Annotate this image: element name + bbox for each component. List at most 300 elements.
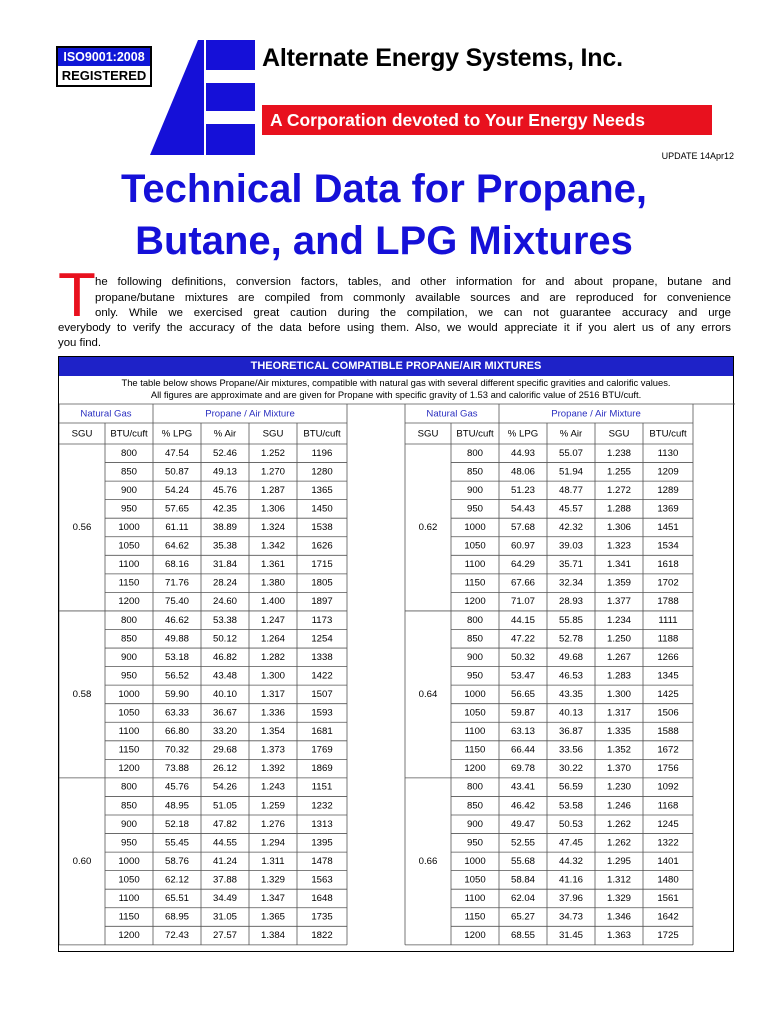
table-cell: 1869: [311, 763, 333, 775]
natural-gas-sgu-right: 0.66: [418, 855, 438, 867]
table-cell: 1769: [311, 744, 333, 756]
table-cell: 1313: [311, 818, 333, 830]
natural-gas-sgu-left: 0.58: [72, 688, 92, 700]
table-cell: 800: [120, 447, 138, 459]
table-cell: 1.312: [606, 874, 632, 886]
table-cell: 1401: [657, 855, 679, 867]
iso-registered-label: REGISTERED: [61, 68, 147, 83]
table-cell: 1.294: [260, 837, 286, 849]
table-cell: 50.53: [558, 818, 584, 830]
table-cell: 1.380: [260, 577, 286, 589]
intro-line-4: everybody to verify the accuracy of the data before using them. Also, we would appreciate it if you alert us of any errors: [58, 322, 731, 334]
table-cell: 1478: [311, 855, 333, 867]
table-cell: 900: [120, 484, 138, 496]
table-cell: 1111: [658, 614, 678, 626]
table-cell: 1000: [464, 688, 486, 700]
table-cell: 49.68: [558, 651, 584, 663]
table-cell: 1.238: [606, 447, 632, 459]
table-cell: 1642: [657, 911, 679, 923]
intro-line-1: he following definitions, conversion factors, tables, and other information for and about propane, butane and: [95, 276, 731, 288]
table-cell: 56.59: [558, 781, 584, 793]
group-header-propane-air: Propane / Air Mixture: [205, 408, 295, 420]
column-header: % Air: [213, 428, 237, 440]
table-cell: 52.78: [558, 633, 584, 645]
table-cell: 52.18: [164, 818, 190, 830]
table-cell: 49.88: [164, 633, 190, 645]
table-cell: 1173: [311, 614, 333, 626]
table-grid: [59, 357, 735, 953]
table-cell: 1.377: [606, 596, 632, 608]
table-cell: 1365: [311, 484, 333, 496]
table-cell: 33.56: [558, 744, 584, 756]
table-cell: 950: [120, 503, 138, 515]
table-cell: 33.20: [212, 726, 238, 738]
table-cell: 1280: [311, 466, 333, 478]
table-cell: 1.329: [606, 893, 632, 905]
table-cell: 900: [466, 651, 484, 663]
propane-air-mixtures-table: [58, 356, 734, 952]
table-cell: 63.13: [510, 726, 536, 738]
table-cell: 1200: [118, 763, 140, 775]
table-cell: 75.40: [164, 596, 190, 608]
table-cell: 48.77: [558, 484, 584, 496]
table-cell: 1168: [657, 800, 679, 812]
table-cell: 1289: [657, 484, 679, 496]
table-cell: 800: [120, 781, 138, 793]
table-cell: 1245: [657, 818, 679, 830]
table-cell: 71.76: [164, 577, 190, 589]
table-cell: 1.306: [260, 503, 286, 515]
table-cell: 53.47: [510, 670, 536, 682]
table-cell: 1345: [657, 670, 679, 682]
table-cell: 57.65: [164, 503, 190, 515]
table-cell: 56.52: [164, 670, 190, 682]
table-cell: 1648: [311, 893, 333, 905]
table-cell: 900: [120, 818, 138, 830]
table-cell: 900: [466, 818, 484, 830]
table-cell: 1.354: [260, 726, 286, 738]
column-header: BTU/cuft: [110, 428, 148, 440]
table-cell: 38.89: [212, 522, 238, 534]
table-cell: 1150: [118, 911, 140, 923]
table-cell: 66.80: [164, 726, 190, 738]
update-date: UPDATE 14Apr12: [661, 151, 734, 161]
table-cell: 1507: [311, 688, 333, 700]
table-cell: 1050: [118, 874, 140, 886]
table-cell: 40.10: [212, 688, 238, 700]
table-cell: 59.87: [510, 707, 536, 719]
group-header-propane-air: Propane / Air Mixture: [551, 408, 641, 420]
column-header: BTU/cuft: [456, 428, 494, 440]
table-cell: 1369: [657, 503, 679, 515]
table-cell: 65.51: [164, 893, 190, 905]
table-cell: 950: [466, 837, 484, 849]
table-cell: 43.48: [212, 670, 238, 682]
table-cell: 68.55: [510, 930, 536, 942]
tagline-text: A Corporation devoted to Your Energy Needs: [270, 110, 646, 130]
table-cell: 1822: [311, 930, 333, 942]
table-cell: 850: [120, 633, 138, 645]
table-cell: 800: [466, 614, 484, 626]
table-cell: 1.347: [260, 893, 286, 905]
table-cell: 1266: [657, 651, 679, 663]
table-cell: 59.90: [164, 688, 190, 700]
table-cell: 800: [120, 614, 138, 626]
table-cell: 1788: [657, 596, 679, 608]
table-cell: 1.300: [606, 688, 632, 700]
table-cell: 53.58: [558, 800, 584, 812]
table-cell: 1.243: [260, 781, 286, 793]
table-cell: 1100: [464, 893, 486, 905]
table-cell: 1150: [118, 577, 140, 589]
table-cell: 900: [120, 651, 138, 663]
table-cell: 1702: [657, 577, 679, 589]
table-cell: 51.05: [212, 800, 238, 812]
table-cell: 1.359: [606, 577, 632, 589]
table-cell: 36.87: [558, 726, 584, 738]
table-cell: 1232: [311, 800, 333, 812]
table-cell: 37.88: [212, 874, 238, 886]
table-cell: 54.43: [510, 503, 536, 515]
table-cell: 34.73: [558, 911, 584, 923]
table-cell: 52.55: [510, 837, 536, 849]
table-cell: 1.365: [260, 911, 286, 923]
page-title-line-1: Technical Data for Propane,: [120, 167, 648, 211]
table-cell: 1100: [118, 726, 140, 738]
table-cell: 1.259: [260, 800, 286, 812]
table-cell: 1.255: [606, 466, 632, 478]
table-cell: 32.34: [558, 577, 584, 589]
table-cell: 1.311: [261, 855, 285, 867]
table-cell: 43.41: [510, 781, 536, 793]
table-cell: 60.97: [510, 540, 536, 552]
column-header: % LPG: [507, 428, 539, 440]
table-description-line-1: The table below shows Propane/Air mixtures, compatible with natural gas with several different specific gravities and calorific values.: [121, 377, 671, 388]
table-cell: 31.45: [558, 930, 584, 942]
table-cell: 1150: [118, 744, 140, 756]
table-cell: 1.262: [606, 837, 632, 849]
table-cell: 1.267: [606, 651, 632, 663]
table-cell: 44.32: [558, 855, 584, 867]
table-title: THEORETICAL COMPATIBLE PROPANE/AIR MIXTURES: [59, 357, 733, 376]
table-cell: 39.03: [558, 540, 584, 552]
intro-line-5: you find.: [58, 337, 102, 349]
table-cell: 1450: [311, 503, 333, 515]
natural-gas-sgu-right: 0.64: [418, 688, 438, 700]
table-cell: 1254: [311, 633, 333, 645]
table-cell: 950: [466, 503, 484, 515]
table-cell: 1.336: [260, 707, 286, 719]
table-cell: 54.24: [164, 484, 190, 496]
table-cell: 1.317: [606, 707, 632, 719]
table-cell: 29.68: [212, 744, 238, 756]
table-cell: 34.49: [212, 893, 238, 905]
table-cell: 52.46: [212, 447, 238, 459]
company-name: Alternate Energy Systems, Inc.: [262, 44, 623, 72]
column-header: BTU/cuft: [649, 428, 687, 440]
table-cell: 1626: [311, 540, 333, 552]
table-cell: 1.361: [260, 559, 286, 571]
table-cell: 58.84: [510, 874, 536, 886]
table-cell: 31.84: [212, 559, 238, 571]
table-cell: 1.234: [606, 614, 632, 626]
table-cell: 41.16: [558, 874, 584, 886]
table-cell: 28.24: [212, 577, 238, 589]
table-cell: 51.23: [510, 484, 536, 496]
table-cell: 47.82: [212, 818, 238, 830]
table-cell: 35.71: [558, 559, 584, 571]
table-cell: 71.07: [510, 596, 536, 608]
table-cell: 1.262: [606, 818, 632, 830]
table-cell: 1805: [311, 577, 333, 589]
table-cell: 1200: [118, 930, 140, 942]
intro-line-3: only. While we exercised great caution during the compilation, we can not guarantee accuracy and urge: [95, 307, 731, 319]
table-cell: 1.287: [260, 484, 286, 496]
table-cell: 50.32: [510, 651, 536, 663]
table-cell: 73.88: [164, 763, 190, 775]
table-cell: 58.76: [164, 855, 190, 867]
table-cell: 1322: [657, 837, 679, 849]
table-cell: 850: [120, 466, 138, 478]
table-cell: 51.94: [558, 466, 584, 478]
table-cell: 1.400: [260, 596, 286, 608]
table-cell: 900: [466, 484, 484, 496]
column-header: % Air: [559, 428, 583, 440]
table-cell: 31.05: [212, 911, 238, 923]
table-cell: 1.384: [260, 930, 286, 942]
column-header: SGU: [71, 428, 93, 440]
table-cell: 1.230: [606, 781, 632, 793]
table-cell: 1150: [464, 744, 486, 756]
table-cell: 800: [466, 447, 484, 459]
group-header-natural-gas: Natural Gas: [80, 408, 132, 420]
table-cell: 46.82: [212, 651, 238, 663]
table-cell: 55.45: [164, 837, 190, 849]
table-cell: 1.352: [606, 744, 632, 756]
table-cell: 1.342: [260, 540, 286, 552]
table-cell: 48.06: [510, 466, 536, 478]
table-cell: 1151: [311, 781, 333, 793]
table-cell: 850: [466, 800, 484, 812]
table-cell: 63.33: [164, 707, 190, 719]
table-cell: 55.68: [510, 855, 536, 867]
table-cell: 1672: [657, 744, 679, 756]
table-description-line-2: All figures are approximate and are given for Propane with specific gravity of 1.53 and calorific value of 2516 BTU/cuft.: [150, 388, 642, 400]
table-cell: 1188: [657, 633, 679, 645]
iso-standard-label: ISO9001:2008: [58, 48, 150, 66]
table-cell: 61.11: [165, 522, 189, 534]
table-cell: 42.32: [558, 522, 584, 534]
table-cell: 1000: [118, 855, 140, 867]
table-cell: 1425: [657, 688, 679, 700]
table-cell: 1681: [311, 726, 333, 738]
table-cell: 1.264: [260, 633, 286, 645]
table-cell: 30.22: [558, 763, 584, 775]
table-cell: 1.246: [606, 800, 632, 812]
table-cell: 47.54: [164, 447, 190, 459]
table-cell: 1092: [657, 781, 679, 793]
table-cell: 1050: [118, 540, 140, 552]
drop-cap: T: [58, 261, 96, 330]
table-cell: 41.24: [212, 855, 238, 867]
table-cell: 1.247: [260, 614, 286, 626]
table-cell: 950: [120, 670, 138, 682]
table-cell: 1.300: [260, 670, 286, 682]
table-cell: 36.67: [212, 707, 238, 719]
group-header-natural-gas: Natural Gas: [426, 408, 478, 420]
table-cell: 48.95: [164, 800, 190, 812]
table-cell: 950: [466, 670, 484, 682]
table-cell: 54.26: [212, 781, 238, 793]
table-cell: 1480: [657, 874, 679, 886]
table-cell: 64.29: [510, 559, 536, 571]
table-cell: 53.18: [164, 651, 190, 663]
iso-registration-badge: [56, 46, 152, 87]
table-cell: 1100: [118, 559, 140, 571]
table-cell: 57.68: [510, 522, 536, 534]
table-cell: 1735: [311, 911, 333, 923]
table-cell: 1.306: [606, 522, 632, 534]
table-cell: 1209: [657, 466, 679, 478]
table-cell: 1618: [657, 559, 679, 571]
table-cell: 1000: [464, 855, 486, 867]
table-cell: 68.16: [164, 559, 190, 571]
table-cell: 1.392: [260, 763, 286, 775]
table-cell: 64.62: [164, 540, 190, 552]
table-cell: 1725: [657, 930, 679, 942]
table-cell: 55.85: [558, 614, 584, 626]
table-cell: 1.288: [606, 503, 632, 515]
table-cell: 44.93: [510, 447, 536, 459]
table-cell: 1.363: [606, 930, 632, 942]
table-cell: 1.283: [606, 670, 632, 682]
intro-line-2: propane/butane mixtures are compiled from commonly available sources and are reproduced for convenience: [95, 292, 731, 304]
table-cell: 1.317: [260, 688, 286, 700]
table-cell: 1561: [657, 893, 679, 905]
table-cell: 55.07: [558, 447, 584, 459]
table-cell: 1.323: [606, 540, 632, 552]
company-logo-icon: [150, 40, 255, 155]
table-cell: 62.12: [164, 874, 190, 886]
table-cell: 1050: [464, 707, 486, 719]
table-cell: 26.12: [212, 763, 238, 775]
column-header: BTU/cuft: [303, 428, 341, 440]
table-cell: 1.252: [260, 447, 286, 459]
table-cell: 1534: [657, 540, 679, 552]
table-cell: 1.335: [606, 726, 632, 738]
table-cell: 1.341: [606, 559, 632, 571]
table-cell: 1395: [311, 837, 333, 849]
table-cell: 800: [466, 781, 484, 793]
table-cell: 45.57: [558, 503, 584, 515]
natural-gas-sgu-left: 0.60: [72, 855, 92, 867]
table-cell: 1000: [118, 522, 140, 534]
table-cell: 1196: [311, 447, 333, 459]
table-cell: 47.45: [558, 837, 584, 849]
table-cell: 1.272: [606, 484, 632, 496]
table-cell: 850: [120, 800, 138, 812]
table-cell: 28.93: [558, 596, 584, 608]
table-cell: 1.270: [260, 466, 286, 478]
table-cell: 1422: [311, 670, 333, 682]
table-cell: 49.13: [212, 466, 238, 478]
table-cell: 37.96: [558, 893, 584, 905]
table-cell: 1.282: [260, 651, 286, 663]
table-cell: 1150: [464, 911, 486, 923]
table-cell: 1100: [464, 726, 486, 738]
table-cell: 950: [120, 837, 138, 849]
table-cell: 1.370: [606, 763, 632, 775]
table-cell: 850: [466, 466, 484, 478]
table-cell: 1715: [311, 559, 333, 571]
table-cell: 1451: [657, 522, 679, 534]
table-cell: 1756: [657, 763, 679, 775]
table-cell: 53.38: [212, 614, 238, 626]
column-header: SGU: [608, 428, 630, 440]
table-cell: 1897: [311, 596, 333, 608]
table-cell: 46.62: [164, 614, 190, 626]
column-header: SGU: [262, 428, 284, 440]
table-cell: 1000: [464, 522, 486, 534]
table-cell: 35.38: [212, 540, 238, 552]
table-cell: 44.15: [510, 614, 536, 626]
table-cell: 1130: [657, 447, 679, 459]
table-cell: 1.346: [606, 911, 632, 923]
table-cell: 68.95: [164, 911, 190, 923]
table-cell: 1200: [464, 930, 486, 942]
table-cell: 1100: [118, 893, 140, 905]
table-cell: 50.12: [212, 633, 238, 645]
table-cell: 47.22: [510, 633, 536, 645]
table-cell: 1.276: [260, 818, 286, 830]
table-cell: 45.76: [212, 484, 238, 496]
table-cell: 1050: [118, 707, 140, 719]
table-cell: 1.324: [260, 522, 286, 534]
table-cell: 1593: [311, 707, 333, 719]
table-cell: 70.32: [164, 744, 190, 756]
table-cell: 62.04: [510, 893, 536, 905]
table-cell: 1000: [118, 688, 140, 700]
table-cell: 1538: [311, 522, 333, 534]
natural-gas-sgu-left: 0.56: [72, 522, 92, 534]
table-cell: 44.55: [212, 837, 238, 849]
table-cell: 69.78: [510, 763, 536, 775]
table-cell: 40.13: [558, 707, 584, 719]
table-cell: 56.65: [510, 688, 536, 700]
table-cell: 1506: [657, 707, 679, 719]
page-title-line-2: Butane, and LPG Mixtures: [135, 219, 633, 263]
table-cell: 43.35: [558, 688, 584, 700]
table-cell: 1563: [311, 874, 333, 886]
table-cell: 66.44: [510, 744, 536, 756]
table-cell: 27.57: [212, 930, 238, 942]
table-cell: 1338: [311, 651, 333, 663]
column-header: SGU: [417, 428, 439, 440]
table-cell: 1200: [464, 763, 486, 775]
table-cell: 1200: [464, 596, 486, 608]
table-cell: 24.60: [212, 596, 238, 608]
table-cell: 1200: [118, 596, 140, 608]
table-cell: 67.66: [510, 577, 536, 589]
table-cell: 1.250: [606, 633, 632, 645]
table-cell: 1.373: [260, 744, 286, 756]
natural-gas-sgu-right: 0.62: [418, 522, 438, 534]
table-cell: 850: [466, 633, 484, 645]
table-cell: 42.35: [212, 503, 238, 515]
table-cell: 1.295: [606, 855, 632, 867]
table-cell: 50.87: [164, 466, 190, 478]
table-cell: 1100: [464, 559, 486, 571]
